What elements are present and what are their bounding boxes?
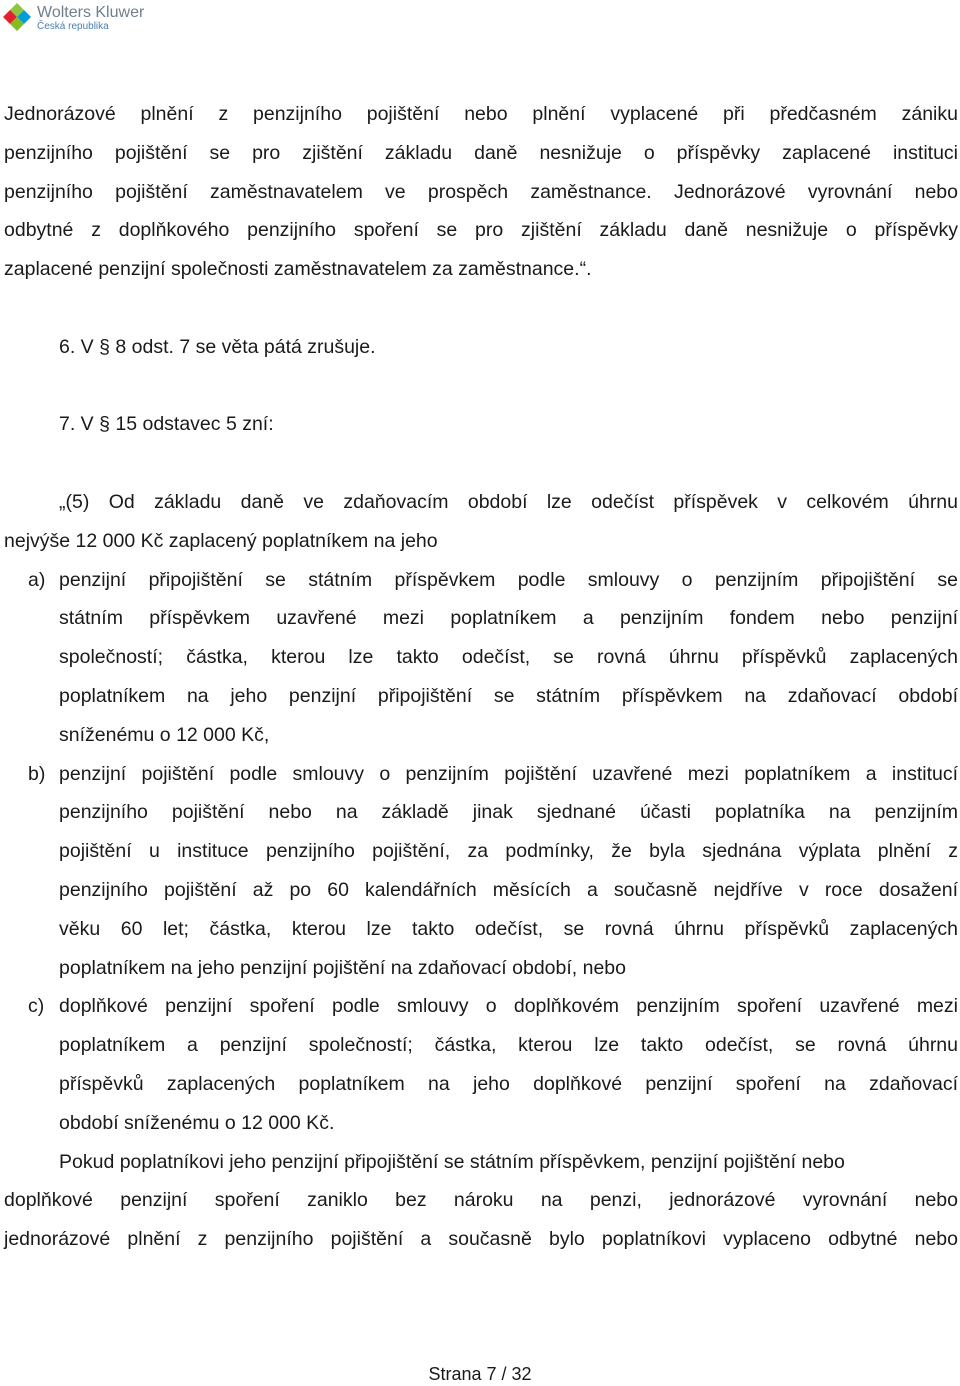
- list-item-line: pojištění u instituce penzijního pojištění, za podmínky, že byla sjednána výplata plnění z: [59, 840, 958, 863]
- paragraph-line: jednorázové plnění z penzijního pojištění a současně bylo poplatníkovi vyplaceno odbytné nebo: [4, 1228, 958, 1251]
- list-item-a: [4, 561, 958, 755]
- quote-line: „(5) Od základu daně ve zdaňovacím období lze odečíst příspěvek v celkovém úhrnu: [59, 490, 958, 513]
- list-item-line: doplňkové penzijní spoření podle smlouvy o doplňkovém penzijním spoření uzavřené mezi: [59, 995, 958, 1018]
- logo-brand-name: Wolters Kluwer: [37, 4, 145, 21]
- logo-text: [37, 2, 144, 32]
- list-item-line: společností; částka, kterou lze takto odečíst, se rovná úhrnu příspěvků zaplacených: [59, 646, 958, 669]
- document-body: [4, 95, 958, 1259]
- paragraph-line: odbytné z doplňkového penzijního spoření se pro zjištění základu daně nesnižuje o příspěvky: [4, 219, 958, 242]
- list-item-line: penzijní pojištění podle smlouvy o penzijním pojištění uzavřené mezi poplatníkem a institucí: [59, 762, 958, 785]
- list-item-line: poplatníkem a penzijní společností; částka, kterou lze takto odečíst, se rovná úhrnu: [59, 1034, 958, 1057]
- list-marker: a): [28, 568, 46, 591]
- list-item-line: období sníženému o 12 000 Kč.: [59, 1111, 335, 1134]
- paragraph-line: Pokud poplatníkovi jeho penzijní připojištění se státním příspěvkem, penzijní pojištění nebo: [59, 1150, 845, 1173]
- quote-line: nejvýše 12 000 Kč zaplacený poplatníkem na jeho: [4, 529, 438, 552]
- list-item-b: [4, 755, 958, 988]
- logo-subtitle: Česká republika: [37, 21, 109, 32]
- amendment-point-7: 7. V § 15 odstavec 5 zní:: [59, 413, 274, 436]
- list-item-line: penzijního pojištění nebo na základě jinak sjednané účasti poplatníka na penzijním: [59, 801, 958, 824]
- list-item-line: státním příspěvkem uzavřené mezi poplatníkem a penzijním fondem nebo penzijní: [59, 607, 958, 630]
- list-item-line: penzijního pojištění až po 60 kalendářních měsících a současně nejdříve v roce dosažení: [59, 878, 958, 901]
- spacer: [4, 289, 958, 328]
- paragraph-line: penzijního pojištění zaměstnavatelem ve prospěch zaměstnance. Jednorázové vyrovnání nebo: [4, 180, 958, 203]
- list-item-line: poplatníkem na jeho penzijní pojištění na zdaňovací období, nebo: [59, 956, 626, 979]
- list-marker: c): [28, 995, 45, 1018]
- list-item-line: příspěvků zaplacených poplatníkem na jeho doplňkové penzijní spoření na zdaňovací: [59, 1072, 958, 1095]
- page-number: Strana 7 / 32: [428, 1364, 532, 1384]
- amendment-point-6: 6. V § 8 odst. 7 se věta pátá zrušuje.: [59, 335, 376, 358]
- spacer: [4, 367, 958, 406]
- paragraph-line: zaplacené penzijní společnosti zaměstnavatelem za zaměstnance.“.: [4, 258, 592, 281]
- paragraph-line: doplňkové penzijní spoření zaniklo bez nároku na penzi, jednorázové vyrovnání nebo: [4, 1189, 958, 1212]
- brand-logo: [2, 2, 144, 36]
- list-marker: b): [28, 762, 46, 785]
- list-item-line: poplatníkem na jeho penzijní připojištění se státním příspěvkem na zdaňovací období: [59, 684, 958, 707]
- paragraph-line: penzijního pojištění se pro zjištění základu daně nesnižuje o příspěvky zaplacené instituci: [4, 141, 958, 164]
- list-item-line: penzijní připojištění se státním příspěvkem podle smlouvy o penzijním připojištění se: [59, 568, 958, 591]
- wolters-kluwer-logo-icon: [2, 2, 32, 32]
- spacer: [4, 444, 958, 483]
- list-item-line: sníženému o 12 000 Kč,: [59, 723, 270, 746]
- list-item-line: věku 60 let; částka, kterou lze takto odečíst, se rovná úhrnu příspěvků zaplacených: [59, 917, 958, 940]
- paragraph-line: Jednorázové plnění z penzijního pojištění nebo plnění vyplacené při předčasném zániku: [4, 103, 958, 125]
- list-item-c: [4, 987, 958, 1142]
